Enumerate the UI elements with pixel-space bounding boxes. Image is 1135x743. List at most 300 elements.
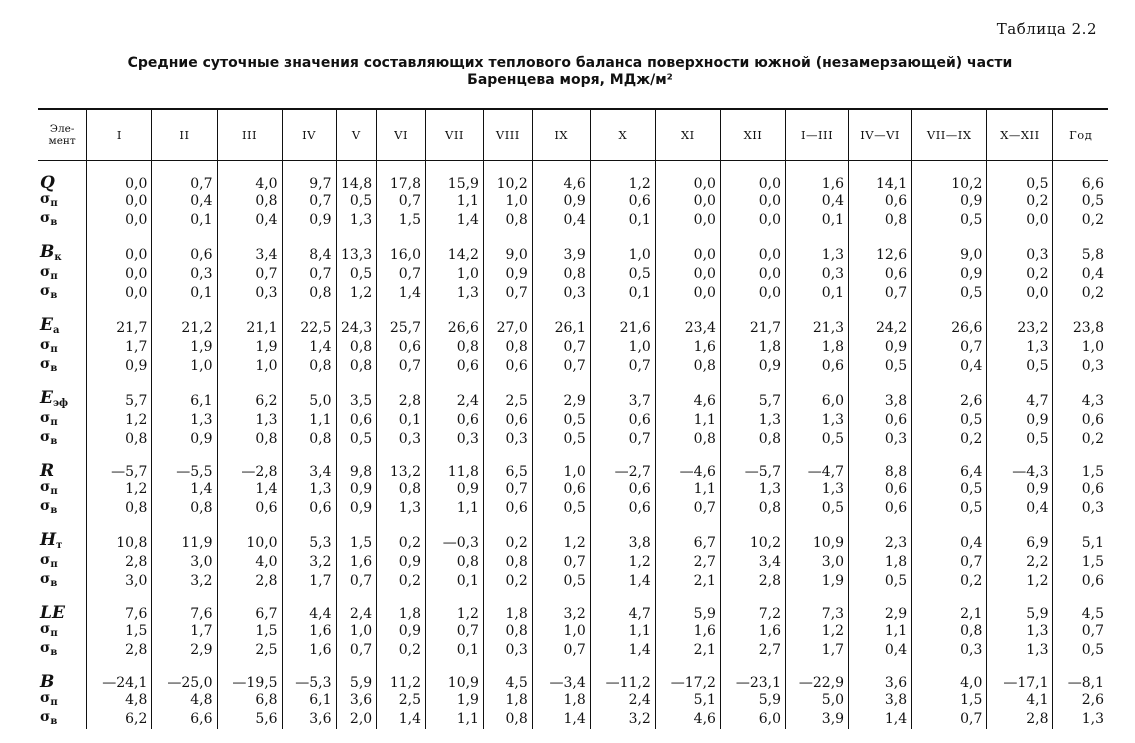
table-cell: 1,0 <box>590 338 655 357</box>
spacer-cell <box>655 376 720 391</box>
spacer-cell <box>912 449 987 464</box>
sigma-symbol: $\sigma_в$ <box>40 429 58 447</box>
table-cell: 0,8 <box>532 265 590 284</box>
table-cell: 0,4 <box>152 192 217 211</box>
table-cell: 5,1 <box>655 691 720 710</box>
table-cell: 0,1 <box>786 284 849 303</box>
table-cell: 0,2 <box>987 192 1053 211</box>
table-cell: 0,6 <box>1053 572 1108 591</box>
spacer-cell <box>1053 591 1108 606</box>
table-cell: 0,8 <box>282 430 336 449</box>
table-cell: 0,8 <box>217 430 282 449</box>
table-cell: 6,2 <box>87 710 152 729</box>
table-cell: 0,8 <box>425 553 483 572</box>
table-cell: 0,1 <box>152 211 217 230</box>
spacer-cell <box>849 660 912 675</box>
header-col-6: VII <box>425 109 483 161</box>
table-cell: 1,5 <box>87 622 152 641</box>
table-cell: 3,9 <box>532 245 590 265</box>
spacer-cell <box>152 376 217 391</box>
spacer-cell <box>336 230 377 245</box>
table-cell: —24,1 <box>87 675 152 691</box>
table-cell: 0,1 <box>377 411 426 430</box>
spacer-cell <box>655 303 720 318</box>
spacer-cell <box>987 303 1053 318</box>
table-cell: 4,6 <box>655 710 720 729</box>
table-cell: 1,1 <box>282 411 336 430</box>
table-cell: 0,1 <box>590 284 655 303</box>
spacer-cell <box>1053 230 1108 245</box>
table-cell: 0,8 <box>849 211 912 230</box>
table-cell: 2,4 <box>336 606 377 622</box>
table-cell: 0,5 <box>987 430 1053 449</box>
table-cell: 1,2 <box>532 533 590 553</box>
table-cell: 0,6 <box>532 480 590 499</box>
spacer-cell <box>786 303 849 318</box>
header-element: Эле- мент <box>38 109 87 161</box>
table-cell: 1,2 <box>87 411 152 430</box>
table-cell: 1,8 <box>786 338 849 357</box>
table-cell: 0,0 <box>720 265 785 284</box>
table-cell: 1,6 <box>655 338 720 357</box>
table-cell: 3,8 <box>590 533 655 553</box>
spacer-cell <box>590 376 655 391</box>
spacer-cell <box>912 591 987 606</box>
table-cell: 2,9 <box>152 641 217 660</box>
spacer-cell <box>425 303 483 318</box>
table-cell: 8,8 <box>849 464 912 480</box>
table-cell: 1,0 <box>1053 338 1108 357</box>
spacer-cell <box>217 449 282 464</box>
table-cell: 21,7 <box>720 318 785 338</box>
table-cell: 0,3 <box>912 641 987 660</box>
table-cell: 0,7 <box>532 338 590 357</box>
table-cell: 0,0 <box>987 211 1053 230</box>
table-cell: 0,8 <box>282 357 336 376</box>
table-cell: 0,8 <box>87 499 152 518</box>
spacer-cell <box>786 449 849 464</box>
spacer-cell <box>483 660 532 675</box>
table-cell: 21,3 <box>786 318 849 338</box>
table-cell: 0,3 <box>849 430 912 449</box>
table-cell: 1,3 <box>282 480 336 499</box>
table-cell: 1,1 <box>425 710 483 729</box>
sigma-subscript: п <box>50 559 58 570</box>
table-cell: 1,2 <box>425 606 483 622</box>
table-cell: 3,4 <box>217 245 282 265</box>
table-row <box>38 176 1108 192</box>
table-cell: 1,2 <box>336 284 377 303</box>
table-cell: 0,6 <box>849 411 912 430</box>
table-cell: 0,9 <box>282 211 336 230</box>
table-cell: 1,2 <box>87 480 152 499</box>
table-cell: 0,5 <box>912 411 987 430</box>
table-cell: 0,0 <box>655 211 720 230</box>
table-cell: 0,0 <box>720 192 785 211</box>
sigma-symbol: $\sigma_п$ <box>40 479 58 497</box>
symbol-subscript: эф <box>52 398 69 409</box>
table-cell: 0,3 <box>483 641 532 660</box>
spacer-cell <box>987 449 1053 464</box>
table-cell: 4,0 <box>217 553 282 572</box>
table-cell: 3,9 <box>786 710 849 729</box>
table-cell: 24,2 <box>849 318 912 338</box>
header-col-11: XII <box>720 109 785 161</box>
spacer-cell <box>217 660 282 675</box>
header-col-9: X <box>590 109 655 161</box>
element-symbol <box>38 315 87 338</box>
sigma-subscript: в <box>50 217 58 228</box>
table-cell: 1,4 <box>217 480 282 499</box>
table-cell: 4,7 <box>987 391 1053 411</box>
spacer-cell <box>425 376 483 391</box>
table-cell: 3,7 <box>590 391 655 411</box>
spacer-cell <box>849 376 912 391</box>
table-cell: 5,8 <box>1053 245 1108 265</box>
element-symbol <box>38 461 87 481</box>
table-cell: 0,3 <box>217 284 282 303</box>
table-cell: 1,4 <box>590 572 655 591</box>
title-line-2: Баренцева моря, МДж/м² <box>467 72 673 88</box>
table-cell: 9,0 <box>912 245 987 265</box>
table-cell: 5,1 <box>1053 533 1108 553</box>
table-cell: 26,1 <box>532 318 590 338</box>
table-cell: 0,7 <box>912 338 987 357</box>
spacer-cell <box>987 518 1053 533</box>
table-cell: 1,3 <box>786 245 849 265</box>
sigma-v-label <box>38 710 87 729</box>
spacer-cell <box>655 161 720 177</box>
table-cell: 0,7 <box>377 265 426 284</box>
spacer-cell <box>152 660 217 675</box>
header-col-10: XI <box>655 109 720 161</box>
table-cell: 4,1 <box>987 691 1053 710</box>
sigma-v-label <box>38 499 87 518</box>
table-cell: 1,9 <box>425 691 483 710</box>
sigma-symbol: $\sigma_п$ <box>40 264 58 282</box>
table-cell: 0,0 <box>987 284 1053 303</box>
spacer-cell <box>987 660 1053 675</box>
sigma-symbol: $\sigma_п$ <box>40 621 58 639</box>
sigma-symbol: $\sigma_в$ <box>40 356 58 374</box>
table-cell: 3,6 <box>849 675 912 691</box>
table-cell: 0,6 <box>425 357 483 376</box>
table-cell: 1,9 <box>217 338 282 357</box>
spacer-row <box>38 161 1108 177</box>
spacer-cell <box>912 230 987 245</box>
table-cell: 0,9 <box>720 357 785 376</box>
table-cell: 0,8 <box>483 211 532 230</box>
table-cell: 1,0 <box>217 357 282 376</box>
table-cell: 0,5 <box>336 265 377 284</box>
table-cell: 6,1 <box>152 391 217 411</box>
spacer-cell <box>152 161 217 177</box>
table-cell: —5,5 <box>152 464 217 480</box>
spacer-cell <box>912 161 987 177</box>
table-cell: 1,0 <box>590 245 655 265</box>
table-cell: 1,1 <box>590 622 655 641</box>
table-row <box>38 533 1108 553</box>
spacer-cell <box>87 303 152 318</box>
table-cell: 0,8 <box>425 338 483 357</box>
spacer-row <box>38 660 1108 675</box>
table-cell: 5,3 <box>282 533 336 553</box>
table-row <box>38 622 1108 641</box>
sigma-p-label <box>38 553 87 572</box>
table-cell: 3,6 <box>282 710 336 729</box>
spacer-cell <box>655 660 720 675</box>
table-cell: 1,7 <box>786 641 849 660</box>
spacer-cell <box>912 660 987 675</box>
table-cell: 0,8 <box>483 553 532 572</box>
table-cell: 1,6 <box>720 622 785 641</box>
spacer-cell <box>282 303 336 318</box>
spacer-cell <box>217 161 282 177</box>
table-cell: 0,6 <box>483 499 532 518</box>
table-cell: 0,9 <box>532 192 590 211</box>
table-cell: 21,6 <box>590 318 655 338</box>
table-cell: 0,8 <box>483 710 532 729</box>
spacer-cell <box>786 660 849 675</box>
header-col-1: II <box>152 109 217 161</box>
table-cell: 1,0 <box>425 265 483 284</box>
table-row <box>38 675 1108 691</box>
table-cell: 1,3 <box>720 411 785 430</box>
table-cell: 0,1 <box>590 211 655 230</box>
sigma-subscript: п <box>50 271 58 282</box>
spacer-cell <box>987 161 1053 177</box>
spacer-cell <box>590 449 655 464</box>
spacer-cell <box>483 591 532 606</box>
header-col-16: Год <box>1053 109 1108 161</box>
header-col-12: I—III <box>786 109 849 161</box>
sigma-symbol: $\sigma_в$ <box>40 571 58 589</box>
spacer-cell <box>532 230 590 245</box>
spacer-cell <box>336 161 377 177</box>
table-cell: 12,6 <box>849 245 912 265</box>
table-cell: 0,9 <box>849 338 912 357</box>
table-cell: 0,5 <box>1053 641 1108 660</box>
table-cell: 0,4 <box>912 533 987 553</box>
table-cell: 22,5 <box>282 318 336 338</box>
spacer-cell <box>1053 660 1108 675</box>
table-cell: 1,8 <box>483 606 532 622</box>
table-cell: 1,9 <box>786 572 849 591</box>
spacer-cell <box>590 591 655 606</box>
table-cell: 1,8 <box>532 691 590 710</box>
sigma-symbol: $\sigma_п$ <box>40 552 58 570</box>
table-cell: 0,0 <box>655 284 720 303</box>
table-cell: 2,8 <box>87 553 152 572</box>
table-row <box>38 211 1108 230</box>
table-cell: 0,2 <box>1053 211 1108 230</box>
spacer-cell <box>336 303 377 318</box>
table-cell: 9,0 <box>483 245 532 265</box>
table-cell: 3,4 <box>720 553 785 572</box>
symbol-subscript: т <box>56 540 63 551</box>
sigma-subscript: п <box>50 198 58 209</box>
table-cell: 0,9 <box>336 499 377 518</box>
table-cell: 0,2 <box>912 430 987 449</box>
table-cell: 1,3 <box>217 411 282 430</box>
table-cell: 0,9 <box>152 430 217 449</box>
table-cell: 1,1 <box>425 499 483 518</box>
table-cell: 0,6 <box>849 192 912 211</box>
table-cell: 0,0 <box>87 245 152 265</box>
spacer-cell <box>720 230 785 245</box>
table-cell: 1,6 <box>282 641 336 660</box>
spacer-cell <box>849 161 912 177</box>
table-cell: 1,1 <box>655 411 720 430</box>
table-cell: 3,8 <box>849 391 912 411</box>
element-symbol <box>38 173 87 193</box>
sigma-v-label <box>38 211 87 230</box>
spacer-row <box>38 518 1108 533</box>
table-cell: 6,7 <box>217 606 282 622</box>
table-cell: —5,7 <box>720 464 785 480</box>
header-col-4: V <box>336 109 377 161</box>
table-cell: 1,4 <box>532 710 590 729</box>
spacer-cell <box>720 161 785 177</box>
spacer-cell <box>282 591 336 606</box>
table-cell: 3,2 <box>532 606 590 622</box>
spacer-cell <box>152 591 217 606</box>
table-cell: 0,7 <box>532 357 590 376</box>
table-cell: 0,8 <box>483 338 532 357</box>
table-cell: 4,5 <box>1053 606 1108 622</box>
table-cell: 0,7 <box>336 572 377 591</box>
spacer-cell <box>655 591 720 606</box>
spacer-cell <box>912 303 987 318</box>
table-cell: 0,8 <box>483 622 532 641</box>
sigma-p-label <box>38 480 87 499</box>
table-cell: 1,8 <box>849 553 912 572</box>
spacer-cell <box>590 518 655 533</box>
table-cell: 0,6 <box>377 338 426 357</box>
table-cell: 4,0 <box>217 176 282 192</box>
table-row <box>38 391 1108 411</box>
table-cell: 10,0 <box>217 533 282 553</box>
table-cell: 1,5 <box>912 691 987 710</box>
table-cell: 0,9 <box>987 480 1053 499</box>
table-row <box>38 430 1108 449</box>
table-number: Таблица 2.2 <box>996 20 1097 38</box>
table-cell: 1,3 <box>987 641 1053 660</box>
table-cell: 3,2 <box>282 553 336 572</box>
spacer-cell <box>1053 303 1108 318</box>
table-cell: 21,2 <box>152 318 217 338</box>
table-cell: 11,8 <box>425 464 483 480</box>
spacer-cell <box>336 449 377 464</box>
table-cell: 0,7 <box>152 176 217 192</box>
sigma-v-label <box>38 430 87 449</box>
table-cell: 21,1 <box>217 318 282 338</box>
spacer-cell <box>720 376 785 391</box>
table-cell: 11,9 <box>152 533 217 553</box>
table-cell: 1,7 <box>152 622 217 641</box>
table-cell: 1,4 <box>282 338 336 357</box>
sigma-p-label <box>38 192 87 211</box>
table-cell: 6,6 <box>152 710 217 729</box>
spacer-cell <box>532 449 590 464</box>
table-cell: 10,9 <box>786 533 849 553</box>
spacer-cell <box>425 449 483 464</box>
spacer-cell <box>590 660 655 675</box>
table-cell: 0,0 <box>720 211 785 230</box>
table-cell: 1,3 <box>336 211 377 230</box>
table-row <box>38 284 1108 303</box>
table-cell: 0,7 <box>849 284 912 303</box>
table-cell: —2,7 <box>590 464 655 480</box>
spacer-cell <box>282 660 336 675</box>
table-cell: 0,0 <box>87 176 152 192</box>
table-cell: 0,4 <box>987 499 1053 518</box>
table-cell: 0,3 <box>152 265 217 284</box>
spacer-cell <box>532 161 590 177</box>
table-cell: 0,5 <box>1053 192 1108 211</box>
table-cell: —8,1 <box>1053 675 1108 691</box>
table-cell: 0,8 <box>152 499 217 518</box>
table-cell: 0,1 <box>425 641 483 660</box>
spacer-cell <box>849 303 912 318</box>
table-cell: —17,1 <box>987 675 1053 691</box>
table-cell: 2,4 <box>425 391 483 411</box>
table-cell: —5,3 <box>282 675 336 691</box>
sigma-subscript: п <box>50 628 58 639</box>
table-cell: 1,3 <box>720 480 785 499</box>
table-cell: 0,1 <box>425 572 483 591</box>
table-cell: 0,9 <box>336 480 377 499</box>
table-cell: 26,6 <box>912 318 987 338</box>
table-cell: 15,9 <box>425 176 483 192</box>
table-cell: 1,5 <box>377 211 426 230</box>
spacer-cell <box>786 376 849 391</box>
spacer-cell <box>720 449 785 464</box>
spacer-cell <box>987 591 1053 606</box>
spacer-cell <box>532 303 590 318</box>
element-symbol <box>38 672 87 692</box>
table-cell: 1,4 <box>377 284 426 303</box>
table-cell: 0,9 <box>377 553 426 572</box>
table-cell: 2,8 <box>987 710 1053 729</box>
table-cell: 10,8 <box>87 533 152 553</box>
table-cell: 0,8 <box>720 430 785 449</box>
table-cell: 4,3 <box>1053 391 1108 411</box>
spacer-cell <box>849 591 912 606</box>
spacer-cell <box>483 376 532 391</box>
table-cell: 0,0 <box>87 265 152 284</box>
table-cell: 3,0 <box>87 572 152 591</box>
table-cell: 3,4 <box>282 464 336 480</box>
spacer-cell <box>786 591 849 606</box>
table-cell: 1,2 <box>590 176 655 192</box>
table-cell: 11,2 <box>377 675 426 691</box>
spacer-cell <box>87 376 152 391</box>
table-cell: 1,0 <box>483 192 532 211</box>
table-cell: 1,3 <box>987 622 1053 641</box>
table-cell: 1,3 <box>987 338 1053 357</box>
table-cell: 1,4 <box>590 641 655 660</box>
table-cell: 1,3 <box>786 480 849 499</box>
sigma-subscript: в <box>50 290 58 301</box>
table-cell: 2,2 <box>987 553 1053 572</box>
table-cell: 0,3 <box>483 430 532 449</box>
table-cell: 7,2 <box>720 606 785 622</box>
table-cell: 23,2 <box>987 318 1053 338</box>
spacer-cell <box>1053 376 1108 391</box>
table-cell: 0,8 <box>336 338 377 357</box>
table-cell: 0,0 <box>87 192 152 211</box>
